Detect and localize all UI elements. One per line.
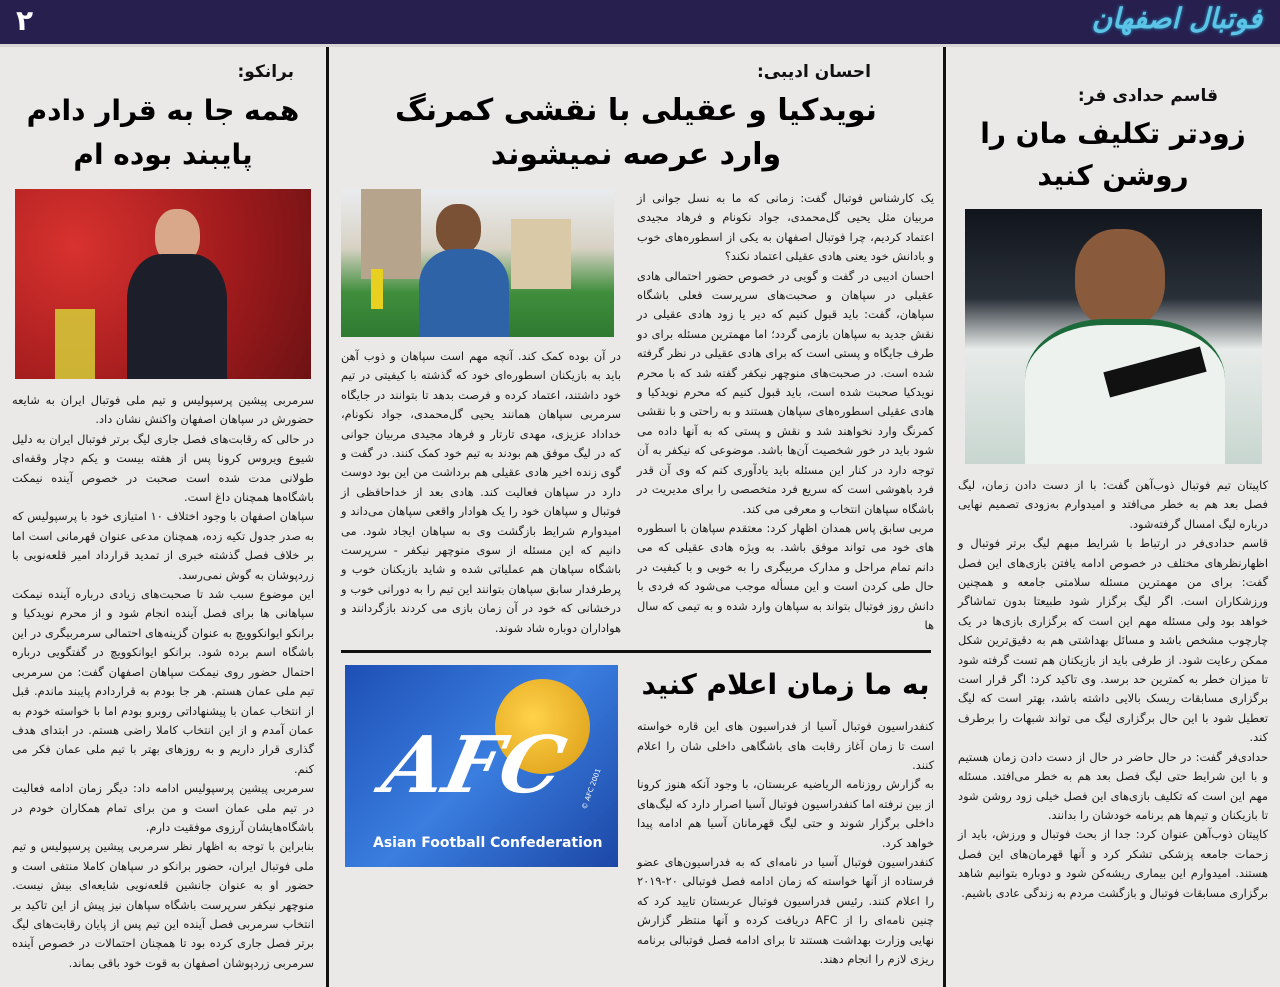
afc-logo-image <box>345 665 618 867</box>
paragraph: کنفدراسیون فوتبال آسیا از فدراسیون های این قاره خواسته است تا زمان آغاز رقابت های باشگاهی داخلی شان را اعلام کنند. <box>637 719 934 772</box>
paragraph: یک کارشناس فوتبال گفت: زمانی که ما به نسل جوانی از مربیان مثل یحیی گل‌محمدی، جواد نکونام و فرهاد مجیدی اعتماد کردیم، چرا فوتبال اصفهان به یکی از اسطوره‌های خوب و بادانش خود یعنی هادی عقیلی اعتماد نکند؟ <box>637 191 934 264</box>
article-kicker: برانکو: <box>237 62 294 82</box>
paragraph: سرمربی پیشین پرسپولیس ادامه داد: دیگر زمان ادامه فعالیت در تیم ملی عمان است و من برای تمام همکاران خودم در باشگاه‌هایشان آرزوی موفقیت دارم. <box>12 781 314 834</box>
paragraph: احسان ادیبی در گفت و گویی در خصوص حضور احتمالی هادی عقیلی در سپاهان و صحبت‌های سرپرست فعلی باشگاه سپاهان، گفت: باید قبول کنیم که دیر یا زود هادی عقیلی در نقش جدید به سپاهان بازمی گردد؛ اما مهمترین مسئله برای دو طرف جایگاه و پستی است که برای هادی عقیلی در نظر گرفته شده است. در صحبت‌های منوچهر نیکفر گفته شد که با محرم نویدکیا صحبت شده است، باید قبول کنیم که محرم نویدکیا و هادی عقیلی اسطوره‌های سپاهان هستند و به راحتی و با نقشی کمرنگ وارد نخواهند شد و نقش و پستی که به آنها داده می شود باید در خور شخصیت آن‌ها باشد. موضوعی که نیکفر به آن توجه دارد در کنار این مسئله باید یادآوری کنم که وی آن قدر فرد باهوشی است که سریع فرد متخصصی را برای مدیریت در باشگاه سپاهان انتخاب و معرفی می کند. <box>637 268 934 516</box>
paragraph: مربی سابق پاس همدان اظهار کرد: معتقدم سپاهان با اسطوره های خود می تواند موفق باشد. به ویژه هادی عقیلی که می دانم تمام مراحل و مدارک مربیگری را به خوبی و با کیفیت در حال طی کردن است و این مسأله موجب می‌شود که فردی با دانش روز فوتبال بتواند به سپاهان وارد شده و به تیمی که سال ها <box>637 520 934 632</box>
left-article <box>0 47 329 987</box>
headline-line: پایبند بوده ام <box>73 138 253 171</box>
player-photo <box>965 209 1262 464</box>
article-headline <box>12 89 314 177</box>
paragraph: قاسم حدادی‌فر در ارتباط با شرایط مبهم لیگ برتر فوتبال و اظهارنظرهای مختلف در خصوص ادامه یافتن بازی‌های این فصل گفت: برای من مهمترین مسئله سلامتی جامعه و همچنین ورزشکاران است. اگر لیگ برگزار شود طبیعتا بدون تماشاگر خواهد بود ولی مسئله مهم این است که برگزاری بازی‌ها در یک چارچوب مشخص باشد و مسائل بهداشتی هم به دقیق‌ترین شکل ممکن رعایت شود. از طرفی باید از بازیکنان هم تست گرفته شود تا میزان خطر به کمترین حد برسد. وی تاکید کرد: اگر قرار است برگزاری مسابقات ریسک بالایی داشته باشد، بهتر است که لیگ تعطیل شود با این حال برگزاری لیگ می تواند شبهات را برطرف کند. <box>958 536 1268 745</box>
afc-article-content <box>637 665 934 969</box>
middle-article <box>341 59 934 638</box>
page-number: ۲ <box>16 4 34 37</box>
paragraph: کنفدراسیون فوتبال آسیا در نامه‌ای که به فدراسیون‌های عضو فرستاده از آنها خواسته که زمان ادامه فصل فوتبالی ۲۰-۲۰۱۹ را اعلام کنند. رئیس فدراسیون فوتبال عربستان تایید کرد که چنین نامه‌ای را از AFC دریافت کرده و آنها منتظر گزارش نهایی وزارت بهداشت هستند تا برای ادامه فصل فوتبالی برنامه ریزی لازم را انجام دهند. <box>637 854 934 966</box>
article-body <box>958 476 1268 903</box>
article-columns <box>341 189 934 638</box>
afc-article <box>341 665 934 969</box>
right-article <box>946 47 1280 987</box>
middle-column <box>329 47 946 987</box>
headline-line: وارد عرصه نمیشوند <box>490 137 782 172</box>
article-body-col1 <box>637 189 934 635</box>
article-headline <box>341 89 931 177</box>
paragraph: کاپیتان تیم فوتبال ذوب‌آهن گفت: با از دست دادن زمان، لیگ فصل بعد هم به خطر می‌افتد و امیدوارم به‌زودی تصمیم نهایی درباره لیگ امسال گرفته‌شود. <box>958 478 1268 531</box>
article-kicker: احسان ادیبی: <box>756 62 871 82</box>
paragraph: در آن بوده کمک کند. آنچه مهم است سپاهان و ذوب آهن باید به بازیکنان اسطوره‌ای خود که گذشته با کیفیتی در تیم خود داشتند، اعتماد کرده و فرصت بدهد تا بتوانند در جایگاه سرمربی سپاهان همانند یحیی گل‌محمدی، جواد نکونام، خداداد عزیزی، مهدی تارتار و فرهاد مجیدی مربیان جوانی که در لیگ موفق هم بودند به تیم خود کمک کنند. در گفت و گوی زنده اخیر هادی عقیلی هم برداشت من این بود دوست دارد در سپاهان فعالیت کند. هادی بعد از خداحافظی از فوتبال و سپاهان خود را یک هوادار واقعی سپاهان می‌داند و امیدوارم شرایط بازگشت وی به سپاهان ایجاد شود. می دانیم که این مسئله از سوی منوچهر نیکفر - سرپرست باشگاه سپاهان هم عملیاتی شده و شاید بازیکنان خوب و پرطرفدار سابق سپاهان بتوانند این تیم را به دورانی خوب و درخشانی که خود در آن زمان بازی می کردند بازگردانند و هواداران دوباره شاد شوند. <box>341 349 621 635</box>
newspaper-logo: فوتبال اصفهان <box>1091 2 1262 35</box>
paragraph: این موضوع سبب شد تا صحبت‌های زیادی درباره آینده نیمکت سپاهانی ها برای فصل آینده انجام شود و از محرم نویدکیا و برانکو ایوانکوویچ به عنوان گزینه‌های احتمالی سرمربیگری در این باشگاه اسم برده شود. برانکو ایوانکوویچ در گفتگویی درباره احتمال حضور روی نیمکت سپاهان اصفهان گفت: من سرمربی تیم ملی عمان هستم. هر جا بودم به قراردادم پایبند ماندم. قبل از انتخاب عمان با پیشنهاداتی روبرو بودم اما با خواسته خودم به عمان آمدم و از این انتخاب کاملا راضی هستم. در ابتدای هدف گذاری قرار داریم و به روزهای بهتر با تیم ملی عمان فکر می کنم. <box>12 587 314 776</box>
paragraph: سپاهان اصفهان با وجود اختلاف ۱۰ امتیازی خود با پرسپولیس که به صدر جدول تکیه زده، همچنان مدعی عنوان قهرمانی است اما بر خلاف فصل گذشته خبری از تمدید قرارداد امیر قلعه‌نویی با زردپوشان به گوش نمی‌رسد. <box>12 509 314 582</box>
afc-copyright: © AFC 2001 <box>580 767 603 811</box>
afc-caption: Asian Football Confederation <box>373 835 603 852</box>
headline-line: نویدکیا و عقیلی با نقشی کمرنگ <box>395 93 877 128</box>
article-body-col2 <box>341 347 621 638</box>
branko-photo <box>15 189 311 379</box>
paragraph: در حالی که رقابت‌های فصل جاری لیگ برتر فوتبال ایران به دلیل شیوع ویروس کرونا پس از هفته بیست و یکم دچار وقفه‌ای طولانی مدت شده است صحبت در خصوص آینده نیمکت باشگاه‌ها همچنان داغ است. <box>12 431 314 505</box>
paragraph: کاپیتان ذوب‌آهن عنوان کرد: جدا از بحث فوتبال و ورزش، باید از زحمات جامعه پزشکی تشکر کرد و آنها قهرمان‌های این فصل هستند. امیدوارم این بیماری ریشه‌کن شود و دوباره بتوانیم شاهد برگزاری مسابقات فوتبال و بازگشت مردم به زندگی عادی باشیم. <box>958 827 1268 900</box>
article-headline: به ما زمان اعلام کنید <box>641 668 930 702</box>
paragraph: حدادی‌فر گفت: در حال حاضر در حال از دست دادن زمان هستیم و با این شرایط حتی لیگ فصل بعد هم به خطر می‌افتد. مسئله مهم این است که تکلیف بازی‌های این فصل خیلی زود روشن شود تا بازیکنان و تیم‌ها هم برنامه خودشان را بدانند. <box>958 749 1268 822</box>
page-columns <box>0 47 1280 987</box>
paragraph: به گزارش روزنامه الریاضیه عربستان، با وجود آنکه هنوز کرونا از بین نرفته اما کنفدراسیون فوتبال آسیا اصرار دارد که لیگ‌های داخلی برگزار شوند و حتی لیگ قهرمانان آسیا هم ادامه پیدا خواهد کرد. <box>637 777 934 850</box>
paragraph: سرمربی پیشین پرسپولیس و تیم ملی فوتبال ایران به شایعه حضورش در سپاهان اصفهان واکنش نشان داد. <box>12 393 314 427</box>
page-header <box>0 0 1280 47</box>
afc-logo-text: AFC <box>375 720 573 812</box>
article-left-column <box>341 189 621 638</box>
paragraph: بنابراین با توجه به اظهار نظر سرمربی پیشین پرسپولیس و تیم ملی فوتبال ایران، حضور برانکو در سپاهان کاملا منتفی است و حضور او به عنوان جانشین قلعه‌نویی شایعه‌ای بیش نیست. منوچهر نیکفر سرپرست باشگاه سپاهان نیز پیش از این تاکید بر انتخاب سرمربی فصل آینده این تیم پس از پایان رقابت‌های لیگ برتر فصل جاری کرده بود تا همچنان احتمالات در خصوص آینده سرمربی زردپوشان اصفهان به قوت خود باقی بماند. <box>12 839 314 970</box>
article-kicker: قاسم حدادی فر: <box>1077 86 1218 106</box>
headline-line: همه جا به قرار دادم <box>26 94 300 127</box>
section-divider <box>341 650 931 653</box>
article-headline: زودتر تکلیف مان را روشن کنید <box>980 117 1246 192</box>
article-body <box>637 717 934 969</box>
coach-photo <box>341 189 614 337</box>
